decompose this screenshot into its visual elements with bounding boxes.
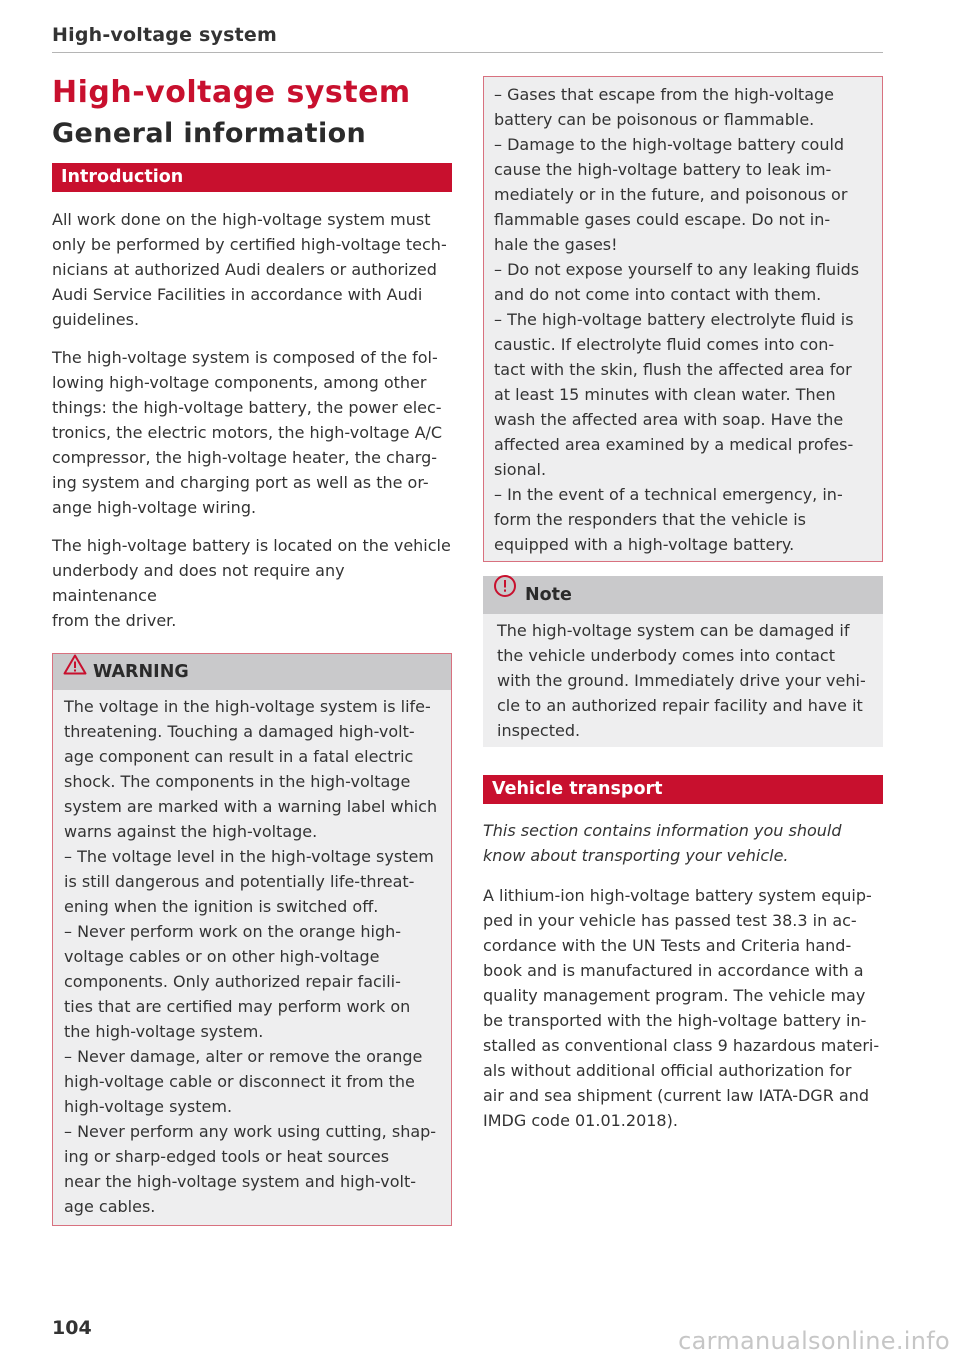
introduction-heading: Introduction bbox=[52, 163, 452, 192]
text-line: voltage cables or on other high-voltage bbox=[64, 947, 380, 966]
text-line: book and is manufactured in accordance with a bbox=[483, 961, 864, 980]
text-line: – Never perform any work using cutting, shap- bbox=[64, 1122, 437, 1141]
text-line: cause the high-voltage battery to leak im- bbox=[494, 160, 832, 179]
warning-item-8 bbox=[494, 307, 874, 482]
warning-triangle-icon bbox=[63, 652, 87, 688]
text-line: – Gases that escape from the high-voltage bbox=[494, 85, 835, 104]
warning-item-2 bbox=[64, 919, 443, 1044]
note-body bbox=[483, 614, 883, 747]
text-line: high-voltage cable or disconnect it from the bbox=[64, 1072, 415, 1091]
text-line: ties that are certified may perform work on bbox=[64, 997, 411, 1016]
transport-intro bbox=[483, 818, 883, 868]
text-line: the high-voltage system. bbox=[64, 1022, 264, 1041]
text-line: and do not come into contact with them. bbox=[494, 285, 822, 304]
chapter-title: High-voltage system bbox=[52, 75, 411, 110]
text-line: tact with the skin, flush the affected area for bbox=[494, 360, 852, 379]
text-line: – Damage to the high-voltage battery could bbox=[494, 135, 845, 154]
text-line: The voltage in the high-voltage system is life- bbox=[64, 697, 431, 716]
text-line: from the driver. bbox=[52, 611, 177, 630]
text-line: caustic. If electrolyte fluid comes into con- bbox=[494, 335, 835, 354]
warning-intro bbox=[64, 694, 443, 844]
text-line: ange high-voltage wiring. bbox=[52, 498, 257, 517]
text-line: form the responders that the vehicle is bbox=[494, 510, 806, 529]
text-line: cordance with the UN Tests and Criteria hand- bbox=[483, 936, 852, 955]
text-line: underbody and does not require any maintenance bbox=[52, 561, 345, 605]
text-line: threatening. Touching a damaged high-volt- bbox=[64, 722, 415, 741]
warning-item-3 bbox=[64, 1044, 443, 1119]
text-line: A lithium-ion high-voltage battery system equip- bbox=[483, 886, 872, 905]
text-line: The high-voltage system can be damaged if bbox=[497, 621, 850, 640]
text-line: inspected. bbox=[497, 721, 581, 740]
warning-box bbox=[52, 653, 452, 1226]
warning-item-4 bbox=[64, 1119, 443, 1219]
vehicle-transport-heading: Vehicle transport bbox=[483, 775, 883, 804]
intro-paragraph-2 bbox=[52, 345, 452, 520]
text-line: This section contains information you should bbox=[483, 821, 842, 840]
text-line: ing system and charging port as well as the or- bbox=[52, 473, 429, 492]
text-line: system are marked with a warning label which bbox=[64, 797, 438, 816]
note-label: Note bbox=[525, 585, 572, 605]
running-header: High-voltage system bbox=[52, 24, 277, 46]
text-line: sional. bbox=[494, 460, 547, 479]
intro-paragraph-3 bbox=[52, 533, 452, 633]
text-line: high-voltage system. bbox=[64, 1097, 233, 1116]
text-line: age component can result in a fatal electric bbox=[64, 747, 414, 766]
text-line: things: the high-voltage battery, the power elec- bbox=[52, 398, 442, 417]
transport-paragraph bbox=[483, 883, 883, 1133]
info-circle-icon bbox=[493, 574, 517, 612]
text-line: the vehicle underbody comes into contact bbox=[497, 646, 835, 665]
text-line: at least 15 minutes with clean water. Then bbox=[494, 385, 836, 404]
text-line: with the ground. Immediately drive your vehi- bbox=[497, 671, 866, 690]
text-line: be transported with the high-voltage battery in- bbox=[483, 1011, 867, 1030]
text-line: – In the event of a technical emergency, in- bbox=[494, 485, 843, 504]
text-line: stalled as conventional class 9 hazardous materi- bbox=[483, 1036, 880, 1055]
text-line: tronics, the electric motors, the high-voltage A/C bbox=[52, 423, 443, 442]
text-line: – Never perform work on the orange high- bbox=[64, 922, 402, 941]
warning-item-6 bbox=[494, 132, 874, 257]
text-line: The high-voltage system is composed of the fol- bbox=[52, 348, 438, 367]
text-line: hale the gases! bbox=[494, 235, 618, 254]
text-line: warns against the high-voltage. bbox=[64, 822, 318, 841]
right-column bbox=[483, 76, 883, 1133]
text-line: only be performed by certified high-voltage tech- bbox=[52, 235, 447, 254]
text-line: battery can be poisonous or flammable. bbox=[494, 110, 815, 129]
text-line: age cables. bbox=[64, 1197, 156, 1216]
text-line: The high-voltage battery is located on the vehicle bbox=[52, 536, 451, 555]
watermark: carmanualsonline.info bbox=[678, 1327, 950, 1355]
warning-label: WARNING bbox=[93, 662, 189, 682]
text-line: flammable gases could escape. Do not in- bbox=[494, 210, 831, 229]
text-line: All work done on the high-voltage system must bbox=[52, 210, 431, 229]
text-line: quality management program. The vehicle may bbox=[483, 986, 866, 1005]
text-line: lowing high-voltage components, among other bbox=[52, 373, 427, 392]
section-title: General information bbox=[52, 118, 367, 149]
text-line: compressor, the high-voltage heater, the charg- bbox=[52, 448, 438, 467]
text-line: nicians at authorized Audi dealers or authorized bbox=[52, 260, 437, 279]
text-line: ped in your vehicle has passed test 38.3 in ac- bbox=[483, 911, 857, 930]
text-line: components. Only authorized repair facili- bbox=[64, 972, 401, 991]
text-line: guidelines. bbox=[52, 310, 140, 329]
text-line: ing or sharp-edged tools or heat sources bbox=[64, 1147, 390, 1166]
text-line: Audi Service Facilities in accordance with Audi bbox=[52, 285, 423, 304]
warning-item-5 bbox=[494, 82, 874, 132]
warning-body bbox=[53, 690, 451, 1225]
text-line: wash the affected area with soap. Have the bbox=[494, 410, 844, 429]
text-line: – Never damage, alter or remove the orange bbox=[64, 1047, 423, 1066]
text-line: IMDG code 01.01.2018). bbox=[483, 1111, 678, 1130]
text-line: equipped with a high-voltage battery. bbox=[494, 535, 795, 554]
text-line: know about transporting your vehicle. bbox=[483, 846, 789, 865]
warning-item-7 bbox=[494, 257, 874, 307]
warning-continuation bbox=[483, 76, 883, 562]
warning-item-1 bbox=[64, 844, 443, 919]
left-column bbox=[52, 74, 452, 1226]
text-line: als without additional official authorization for bbox=[483, 1061, 852, 1080]
text-line: – The high-voltage battery electrolyte fluid is bbox=[494, 310, 854, 329]
note-box bbox=[483, 576, 883, 747]
text-line: ening when the ignition is switched off. bbox=[64, 897, 379, 916]
text-line: affected area examined by a medical profes- bbox=[494, 435, 854, 454]
text-line: near the high-voltage system and high-volt- bbox=[64, 1172, 416, 1191]
text-line: – The voltage level in the high-voltage system bbox=[64, 847, 434, 866]
warning-item-9 bbox=[494, 482, 874, 557]
text-line: shock. The components in the high-voltage bbox=[64, 772, 411, 791]
header-rule bbox=[52, 52, 883, 53]
warning-header bbox=[53, 654, 451, 690]
page-number: 104 bbox=[52, 1317, 92, 1339]
text-line: is still dangerous and potentially life-threat- bbox=[64, 872, 415, 891]
text-line: mediately or in the future, and poisonous or bbox=[494, 185, 848, 204]
text-line: – Do not expose yourself to any leaking fluids bbox=[494, 260, 860, 279]
intro-paragraph-1 bbox=[52, 207, 452, 332]
text-line: cle to an authorized repair facility and have it bbox=[497, 696, 863, 715]
note-header bbox=[483, 576, 883, 614]
text-line: air and sea shipment (current law IATA-DGR and bbox=[483, 1086, 869, 1105]
